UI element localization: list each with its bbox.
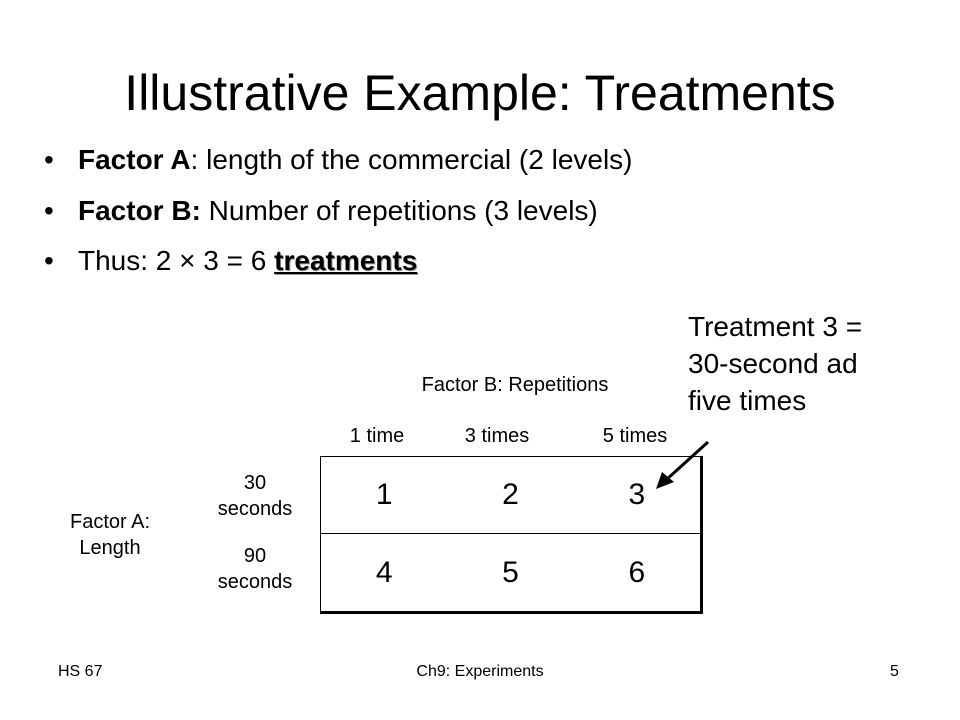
bullet-text: : length of the commercial (2 levels) <box>190 144 633 175</box>
treatment-cell: 3 <box>574 457 700 534</box>
treatment-cell: 2 <box>447 457 573 534</box>
callout-line: Treatment 3 = <box>688 311 863 342</box>
callout-line: five times <box>688 385 807 416</box>
column-header: 1 time <box>349 425 405 447</box>
bullet-factor-a <box>44 142 633 178</box>
factor-a-label-line: Factor A: <box>69 511 151 533</box>
column-header: 3 times <box>464 425 530 447</box>
treatments-emphasis: treatments <box>274 245 418 276</box>
bullet-dot: • <box>44 245 54 276</box>
footer-course: HS 67 <box>58 663 103 680</box>
row-header-unit: seconds <box>217 571 293 593</box>
column-header: 5 times <box>602 425 668 447</box>
row-header <box>190 543 320 595</box>
callout-text <box>688 308 948 419</box>
factor-a-label-line: Length <box>79 537 141 559</box>
factor-a-label <box>30 509 190 561</box>
bullet-bold-text: Factor A <box>78 144 191 175</box>
treatment-cell: 4 <box>375 555 393 589</box>
bullet-text: Number of repetitions (3 levels) <box>200 195 598 226</box>
treatment-cell: 1 <box>321 457 447 534</box>
callout-line: 30-second ad <box>688 348 858 379</box>
bullet-thus <box>44 243 417 279</box>
bullet-factor-b <box>44 193 598 229</box>
row-header-value: 90 <box>243 545 267 567</box>
bullet-dot: • <box>44 195 54 226</box>
bullet-text: Thus: 2 × 3 = 6 <box>78 245 275 276</box>
footer-chapter: Ch9: Experiments <box>416 663 544 680</box>
treatment-cell: 5 <box>502 555 519 589</box>
treatment-cell: 6 <box>628 555 646 589</box>
footer-page-number: 5 <box>890 663 899 680</box>
bullet-bold-text: Factor B: <box>78 195 201 226</box>
row-header-value: 30 <box>243 472 267 494</box>
slide-title: Illustrative Example: Treatments <box>124 65 836 121</box>
bullet-dot: • <box>44 144 54 175</box>
factor-b-label: Factor B: Repetitions <box>421 374 609 396</box>
callout-arrow-icon <box>640 430 730 510</box>
row-header-unit: seconds <box>217 498 293 520</box>
row-header <box>190 470 320 522</box>
